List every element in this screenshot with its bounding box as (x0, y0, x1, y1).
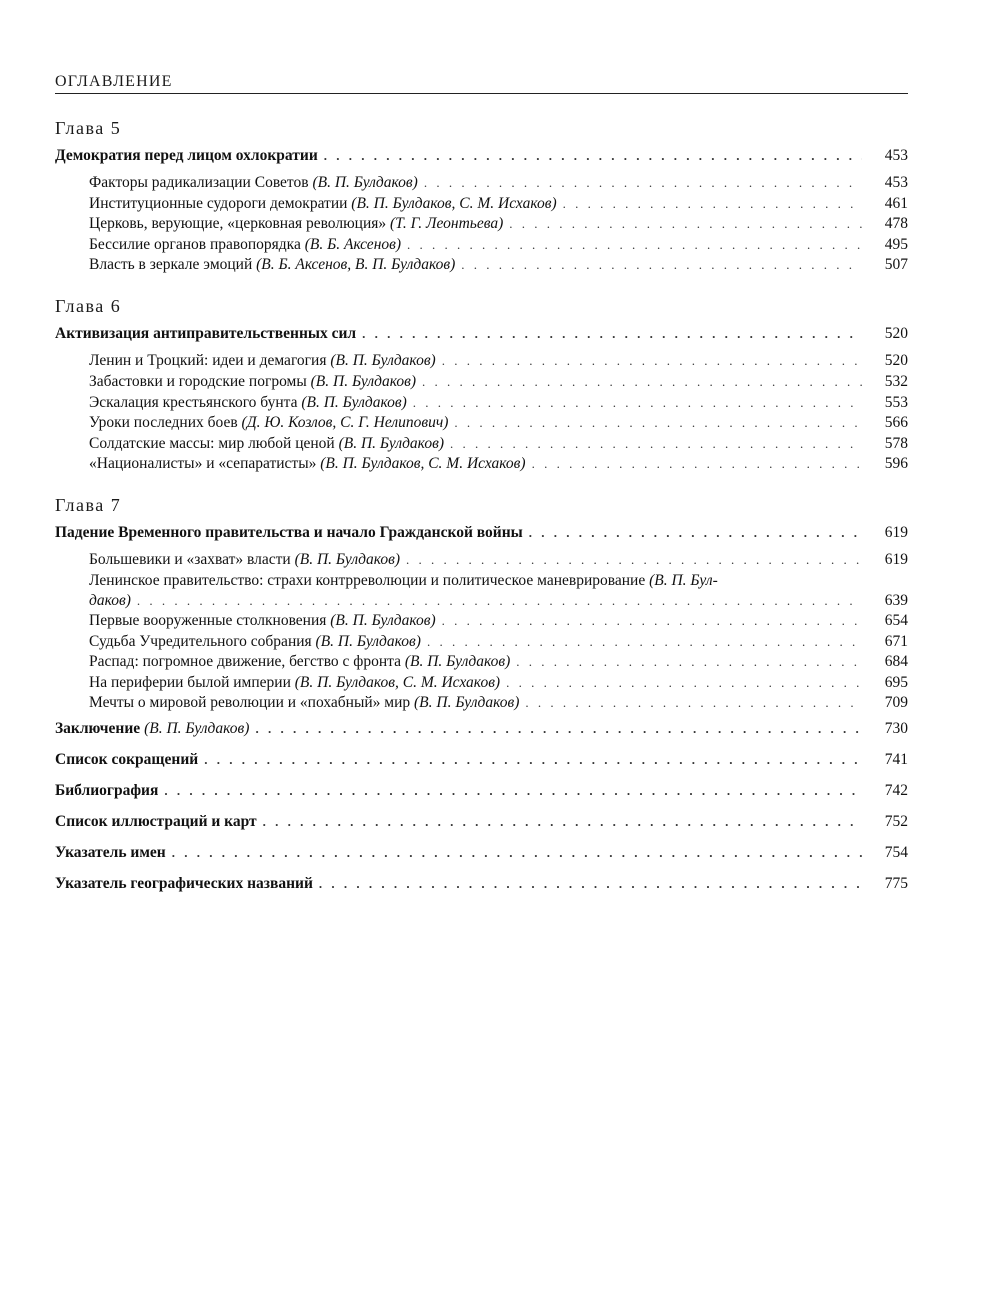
page-number: 520 (884, 352, 908, 370)
entry-authors: (В. Б. Аксенов) (304, 235, 402, 253)
dot-leader (529, 523, 862, 543)
entry-title: Власть в зеркале эмоций (В. Б. Аксенов, В. П. Булдаков) (89, 256, 456, 274)
toc-entry[interactable] (55, 673, 908, 693)
page-number: 709 (884, 694, 908, 712)
toc-entry[interactable] (55, 393, 908, 413)
page-number: 752 (884, 813, 908, 831)
toc-entry[interactable] (55, 550, 908, 570)
entry-title: На периферии былой империи (В. П. Булдаков, С. М. Исхаков) (89, 673, 501, 691)
entry-title: Указатель географических названий (55, 875, 313, 893)
dot-leader (461, 255, 862, 275)
entry-title: Мечты о мировой революции и «похабный» мир (В. П. Булдаков) (89, 694, 520, 712)
entry-authors: (В. П. Булдаков) (330, 611, 436, 629)
page-number: 566 (884, 414, 908, 432)
page-number: 619 (884, 551, 908, 569)
entry-authors-continued: даков) (89, 591, 131, 609)
entry-title: Падение Временного правительства и начало Гражданской войны (55, 524, 523, 542)
entry-authors: (В. П. Бул- (649, 571, 718, 589)
toc-main-entry[interactable] (55, 843, 908, 863)
toc-main-entry[interactable] (55, 719, 908, 739)
entry-title: Демократия перед лицом охлократии (55, 147, 318, 164)
dot-leader (427, 632, 862, 652)
entry-authors: (В. Б. Аксенов, В. П. Булдаков) (256, 256, 456, 274)
page-number: 684 (884, 653, 908, 671)
dot-leader (137, 591, 862, 611)
entry-title: Распад: погромное движение, бегство с фронта (В. П. Булдаков) (89, 653, 511, 671)
dot-leader (509, 214, 862, 234)
page-number: 495 (884, 235, 908, 253)
toc-entry-wrapped[interactable] (55, 571, 908, 611)
entry-title: Большевики и «захват» власти (В. П. Булдаков) (89, 551, 400, 569)
page-number: 532 (884, 372, 908, 390)
chapter-heading: Глава 6 (55, 296, 122, 317)
page-number: 619 (884, 524, 908, 542)
entry-title: Активизация антиправительственных сил (55, 325, 357, 343)
page-number: 553 (884, 393, 908, 411)
entry-authors: (В. П. Булдаков, С. М. Исхаков) (320, 455, 526, 473)
dot-leader (442, 611, 862, 631)
entry-title: Указатель имен (55, 844, 166, 862)
page-number: 671 (884, 632, 908, 650)
entry-title: Ленин и Троцкий: идеи и демагогия (В. П. Булдаков) (89, 352, 436, 370)
page-number: 520 (884, 325, 908, 343)
entry-title: Список иллюстраций и карт (55, 813, 257, 831)
page-number: 654 (884, 611, 908, 629)
dot-leader (255, 719, 862, 739)
entry-authors: (Д. Ю. Козлов, С. Г. Нелипович) (241, 414, 449, 432)
page-number: 596 (884, 455, 908, 473)
entry-authors: (В. П. Булдаков) (414, 694, 520, 712)
dot-leader (454, 413, 862, 433)
entry-authors: (В. П. Булдаков, С. М. Исхаков) (351, 194, 557, 212)
dot-leader (450, 434, 862, 454)
toc-main-entry[interactable] (55, 750, 908, 770)
dot-leader (413, 393, 862, 413)
entry-title: Забастовки и городские погромы (В. П. Булдаков) (89, 372, 417, 390)
dot-leader (516, 652, 862, 672)
toc-main-entry[interactable] (55, 781, 908, 801)
dot-leader (422, 372, 862, 392)
entry-authors: (В. П. Булдаков, С. М. Исхаков) (294, 673, 501, 691)
back-matter-section (55, 719, 908, 894)
entry-authors: (В. П. Булдаков) (315, 632, 421, 650)
dot-leader (563, 194, 862, 214)
dot-leader (164, 781, 862, 801)
page-number: 478 (884, 215, 908, 233)
page-number: 639 (884, 591, 908, 609)
dot-leader (506, 673, 862, 693)
entry-title: Факторы радикализации Советов (В. П. Булдаков) (89, 174, 418, 191)
chapter-heading: Глава 7 (55, 495, 122, 516)
page-number: 578 (884, 434, 908, 452)
entry-authors: (В. П. Булдаков) (310, 372, 417, 390)
dot-leader (424, 173, 862, 193)
toc-main-entry[interactable] (55, 146, 908, 166)
entry-title: Список сокращений (55, 751, 199, 769)
page-number: 754 (884, 844, 908, 862)
entry-title: Бессилие органов правопорядка (В. Б. Аксенов) (89, 235, 402, 253)
entry-title: Церковь, верующие, «церковная революция» (Т. Г. Леонтьева) (89, 215, 504, 233)
entry-title: «Националисты» и «сепаратисты» (В. П. Булдаков, С. М. Исхаков) (89, 455, 526, 473)
entry-authors: (В. П. Булдаков) (294, 551, 400, 569)
dot-leader (532, 454, 862, 474)
table-of-contents (55, 116, 908, 905)
entry-title: Уроки последних боев (Д. Ю. Козлов, С. Г. Нелипович) (89, 414, 449, 432)
toc-entry[interactable] (55, 194, 908, 214)
dot-leader (362, 324, 862, 344)
toc-main-entry[interactable] (55, 812, 908, 832)
page-number: 453 (884, 147, 908, 164)
chapter-7-section (55, 493, 908, 713)
toc-main-entry[interactable] (55, 523, 908, 543)
toc-entry[interactable] (55, 434, 908, 454)
toc-entry[interactable] (55, 693, 908, 713)
page-number: 742 (884, 782, 908, 800)
chapter-heading: Глава 5 (55, 118, 122, 138)
toc-entry[interactable] (55, 454, 908, 474)
entry-authors: (В. П. Булдаков) (312, 174, 418, 191)
entry-title: Судьба Учредительного собрания (В. П. Булдаков) (89, 632, 421, 650)
entry-title: Заключение (В. П. Булдаков) (55, 720, 250, 738)
entry-title: Первые вооруженные столкновения (В. П. Булдаков) (89, 611, 436, 629)
entry-authors: (В. П. Булдаков) (301, 393, 407, 411)
toc-entry[interactable] (55, 255, 908, 275)
dot-leader (442, 351, 862, 371)
toc-entry[interactable] (55, 372, 908, 392)
entry-authors: (Т. Г. Леонтьева) (390, 215, 504, 233)
header-rule (55, 93, 908, 94)
page-number: 453 (884, 174, 908, 191)
dot-leader (204, 750, 862, 770)
dot-leader (324, 146, 862, 166)
toc-entry[interactable] (55, 235, 908, 255)
toc-entry[interactable] (55, 632, 908, 652)
dot-leader (525, 693, 862, 713)
entry-title: Ленинское правительство: страхи контрреволюции и политическое маневрирование (В. П. Бул- (89, 571, 718, 589)
page-number: 730 (884, 720, 908, 738)
running-head: ОГЛАВЛЕНИЕ (55, 73, 173, 90)
entry-title: Институционные судороги демократии (В. П. Булдаков, С. М. Исхаков) (89, 194, 557, 212)
toc-entry[interactable] (55, 173, 908, 193)
toc-entry[interactable] (55, 611, 908, 631)
entry-title: Эскалация крестьянского бунта (В. П. Булдаков) (89, 393, 407, 411)
entry-authors: (В. П. Булдаков) (338, 434, 444, 452)
page-number: 741 (884, 751, 908, 769)
chapter-6-section (55, 294, 908, 474)
dot-leader (263, 812, 862, 832)
entry-title: Солдатские массы: мир любой ценой (В. П. Булдаков) (89, 434, 444, 452)
page-number: 507 (884, 256, 908, 274)
toc-entry[interactable] (55, 214, 908, 234)
entry-authors: (В. П. Булдаков) (404, 653, 511, 671)
toc-entry[interactable] (55, 652, 908, 672)
page-number: 695 (884, 673, 908, 691)
entry-authors: (В. П. Булдаков) (330, 352, 436, 370)
toc-main-entry[interactable] (55, 324, 908, 344)
toc-main-entry[interactable] (55, 874, 908, 894)
toc-entry[interactable] (55, 351, 908, 371)
toc-entry[interactable] (55, 413, 908, 433)
page-number: 461 (884, 194, 908, 212)
entry-authors: (В. П. Булдаков) (144, 720, 250, 738)
entry-title: Библиография (55, 782, 159, 800)
dot-leader (407, 235, 862, 255)
page-number: 775 (884, 875, 908, 893)
dot-leader (172, 843, 862, 863)
dot-leader (406, 550, 862, 570)
dot-leader (319, 874, 862, 894)
chapter-5-section (55, 116, 908, 275)
